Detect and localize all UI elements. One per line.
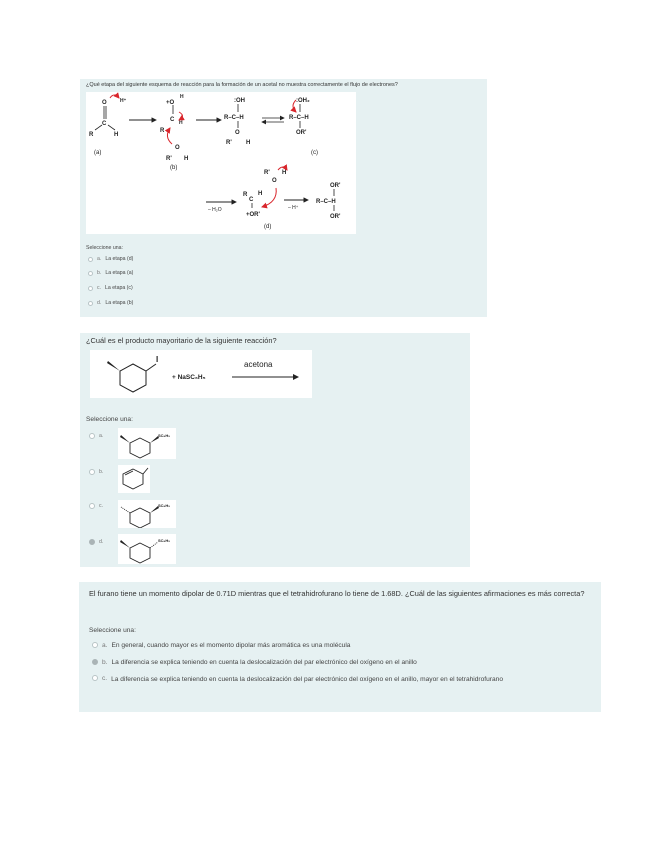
svg-text::OH: :OH [234, 98, 245, 104]
svg-text:H: H [282, 170, 287, 176]
q2-option-d-structure[interactable] [118, 534, 176, 564]
option-b-molecule [118, 465, 150, 493]
option-letter: a. [102, 642, 108, 649]
q2-option-a[interactable] [89, 433, 103, 439]
label-b: (b) [170, 165, 178, 171]
svg-text:H: H [179, 120, 183, 126]
svg-text:O: O [235, 130, 240, 136]
svg-text:C: C [249, 197, 254, 203]
option-d-molecule [118, 534, 176, 564]
option-letter: c. [102, 675, 108, 682]
question-3-text: El furano tiene un momento dipolar de 0.71D mientras que el tetrahidrofurano lo tiene de 1.68D. ¿Cuál de las siguientes afirmaciones es más correcta? [89, 589, 585, 598]
svg-text:H: H [180, 94, 184, 100]
svg-text:H: H [114, 132, 119, 138]
svg-text:R: R [243, 192, 248, 198]
q1-option-a[interactable] [88, 256, 133, 262]
svg-text:R–C–H: R–C–H [289, 115, 309, 121]
option-letter: c. [99, 503, 104, 509]
option-letter: b. [99, 469, 104, 475]
svg-text:O: O [272, 178, 277, 184]
option-c-molecule [118, 500, 176, 528]
svg-text:C: C [102, 121, 107, 127]
svg-text:R: R [160, 128, 165, 134]
structure-b [160, 94, 188, 162]
q2-option-c-structure[interactable] [118, 500, 176, 528]
acetal-mechanism-diagram [86, 92, 356, 234]
q1-option-d-radio[interactable] [88, 301, 93, 306]
option-letter: d. [99, 539, 104, 545]
q2-option-a-structure[interactable] [118, 428, 176, 459]
reagent-label: + NaSC₆H₅ [172, 374, 206, 381]
svg-text:R': R' [264, 170, 270, 176]
svg-text:O: O [102, 100, 107, 106]
svg-text:H⁺: H⁺ [120, 98, 127, 104]
q2-option-c-radio[interactable] [89, 503, 95, 509]
question-2-text: ¿Cuál es el producto mayoritario de la siguiente reacción? [86, 336, 277, 345]
q1-option-a-radio[interactable] [88, 257, 93, 262]
option-letter: b. [102, 659, 108, 666]
svg-text:OR': OR' [330, 214, 341, 220]
svg-text:+O: +O [166, 100, 175, 106]
structure-d [243, 167, 287, 218]
q2-option-b-structure[interactable] [118, 465, 150, 493]
label-a: (a) [94, 150, 102, 156]
q1-option-c[interactable] [88, 285, 133, 291]
label-proton: – H⁺ [288, 205, 299, 211]
q2-option-d-radio[interactable] [89, 539, 95, 545]
q1-option-c-radio[interactable] [88, 286, 93, 291]
svg-text:OR': OR' [330, 183, 341, 189]
option-text: La etapa (b) [105, 300, 134, 306]
svg-text:C: C [170, 117, 175, 123]
solvent-label: acetona [244, 360, 273, 369]
svg-text:+OR': +OR' [246, 212, 260, 218]
svg-text:R: R [89, 132, 94, 138]
q3-option-c[interactable] [92, 675, 562, 685]
option-text: La diferencia se explica teniendo en cuenta la deslocalización del par electrónico del oxígeno en el anillo, mayor en el tetrahidrofurano [111, 676, 503, 683]
option-text: La etapa (a) [105, 270, 134, 276]
q3-option-c-radio[interactable] [92, 675, 98, 681]
option-a-molecule [118, 428, 176, 459]
svg-text:R': R' [226, 140, 232, 146]
question-2-card [80, 333, 470, 567]
option-letter: b. [97, 270, 102, 276]
option-text: La diferencia se explica teniendo en cuenta la deslocalización del par electrónico del oxígeno en el anillo [111, 659, 417, 666]
q1-option-d[interactable] [88, 300, 133, 306]
svg-text:R–C–H: R–C–H [224, 115, 244, 121]
svg-text:R–C–H: R–C–H [316, 199, 336, 205]
option-text: La etapa (d) [105, 256, 134, 262]
q2-option-a-radio[interactable] [89, 433, 95, 439]
svg-text:R': R' [166, 156, 172, 162]
substituent-label: SC₆H₅ [158, 433, 171, 438]
acetal-mechanism-figure [86, 92, 356, 234]
option-letter: a. [99, 433, 104, 439]
label-water: – H₂O [208, 207, 222, 213]
question-3-card [79, 582, 601, 712]
question-1-text: ¿Qué etapa del siguiente esquema de reacción para la formación de un acetal no muestra correctamente el flujo de electrones? [86, 82, 398, 88]
q2-option-b[interactable] [89, 469, 103, 475]
select-label: Seleccione una: [86, 416, 133, 423]
svg-text:OR': OR' [296, 130, 307, 136]
question-1-card [80, 79, 487, 317]
option-letter: c. [97, 285, 102, 291]
iodine-label: I [156, 355, 159, 364]
q3-option-a[interactable] [92, 642, 587, 649]
q2-option-b-radio[interactable] [89, 469, 95, 475]
structure-c [289, 98, 310, 136]
svg-text::OH₂: :OH₂ [296, 98, 310, 104]
option-text: En general, cuando mayor es el momento dipolar más aromática es una molécula [111, 642, 351, 649]
substituent-label: SC₆H₅ [158, 538, 171, 543]
option-letter: d. [97, 300, 102, 306]
label-c: (c) [311, 150, 318, 156]
q1-option-b[interactable] [88, 270, 133, 276]
select-label: Seleccione una: [89, 627, 136, 634]
q3-option-a-radio[interactable] [92, 642, 98, 648]
option-text: La etapa (c) [105, 285, 133, 291]
q1-option-b-radio[interactable] [88, 271, 93, 276]
reaction-diagram [90, 350, 312, 398]
svg-text:H: H [246, 140, 251, 146]
label-d: (d) [264, 224, 272, 230]
option-letter: a. [97, 256, 102, 262]
reaction-figure [90, 350, 312, 398]
svg-text:H: H [184, 156, 189, 162]
svg-text:O: O [175, 145, 180, 151]
svg-text:H: H [258, 191, 263, 197]
structure-hemiacetal [224, 98, 250, 146]
q2-option-d[interactable] [89, 539, 103, 545]
structure-acetal [316, 183, 341, 220]
q3-option-b-radio[interactable] [92, 659, 98, 665]
q3-option-b[interactable] [92, 659, 587, 666]
q2-option-c[interactable] [89, 503, 103, 509]
select-label: Seleccione una: [86, 245, 123, 251]
substituent-label: SC₆H₅ [158, 503, 171, 508]
structure-a [89, 95, 127, 138]
